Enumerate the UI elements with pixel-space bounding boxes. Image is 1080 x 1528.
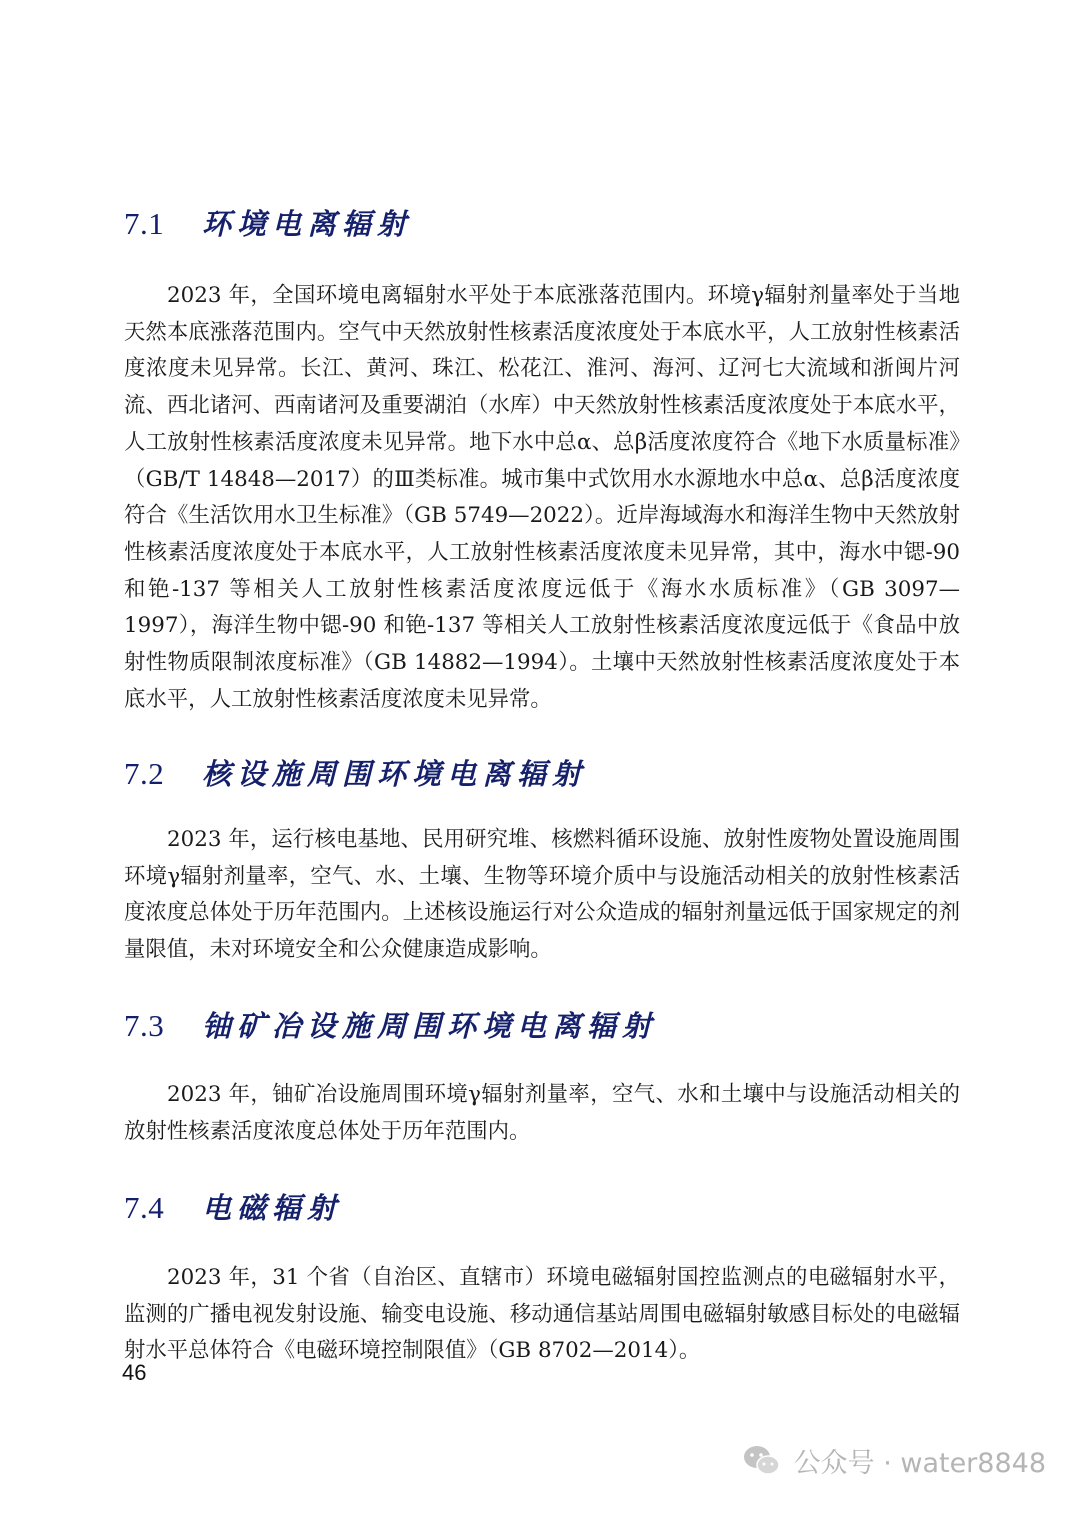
section-title: 环境电离辐射 [202, 207, 413, 241]
section-number: 7.1 [124, 206, 165, 241]
section-heading-7-2 [124, 752, 587, 793]
watermark-text: 公众号 · water8848 [793, 1448, 1046, 1479]
page-number: 46 [122, 1360, 147, 1385]
section-paragraph-7-4: 2023 年，31 个省（自治区、直辖市）环境电磁辐射国控监测点的电磁辐射水平，监测的广播电视发射设施、输变电设施、移动通信基站周围电磁辐射敏感目标处的电磁辐射水平总体符合《电磁环境控制限值》（GB 8702—2014）。 [124, 1265, 960, 1364]
section-number: 7.2 [124, 756, 165, 791]
wechat-icon [742, 1444, 782, 1478]
section-number: 7.3 [124, 1008, 165, 1043]
section-title: 核设施周围环境电离辐射 [202, 757, 588, 791]
section-paragraph-7-1: 2023 年，全国环境电离辐射水平处于本底涨落范围内。环境γ辐射剂量率处于当地天然本底涨落范围内。空气中天然放射性核素活度浓度处于本底水平，人工放射性核素活度浓度未见异常。长江、黄河、珠江、松花江、淮河、海河、辽河七大流域和浙闽片河流、西北诸河、西南诸河及重要湖泊（水库）中天然放射性核素活度浓度处于本底水平，人工放射性核素活度浓度未见异常。地下水中总α、总β活度浓度符合《地下水质量标准》（GB/T 14848—2017）的Ⅲ类标准。城市集中式饮用水水源地水中总α、总β活度浓度符合《生活饮用水卫生标准》（GB 5749—2022）。近岸海域海水和海洋生物中天然放射性核素活度浓度处于本底水平，人工放射性核素活度浓度未见异常，其中，海水中锶-90 和铯-137 等相关人工放射性核素活度浓度远低于《海水水质标准》（GB 3097—1997），海洋生物中锶-90 和铯-137 等相关人工放射性核素活度浓度远低于《食品中放射性物质限制浓度标准》（GB 14882—1994）。土壤中天然放射性核素活度浓度处于本底水平，人工放射性核素活度浓度未见异常。 [124, 283, 960, 712]
section-paragraph-7-2: 2023 年，运行核电基地、民用研究堆、核燃料循环设施、放射性废物处置设施周围环境γ辐射剂量率，空气、水、土壤、生物等环境介质中与设施活动相关的放射性核素活度浓度总体处于历年范围内。上述核设施运行对公众造成的辐射剂量远低于国家规定的剂量限值，未对环境安全和公众健康造成影响。 [124, 827, 960, 963]
section-heading-7-1 [124, 202, 412, 243]
section-number: 7.4 [124, 1190, 165, 1225]
section-title: 铀矿冶设施周围环境电离辐射 [202, 1009, 658, 1043]
section-title: 电磁辐射 [202, 1191, 343, 1225]
section-heading-7-3 [124, 1004, 657, 1045]
watermark [742, 1441, 1046, 1480]
section-heading-7-4 [124, 1186, 342, 1227]
section-paragraph-7-3: 2023 年，铀矿冶设施周围环境γ辐射剂量率，空气、水和土壤中与设施活动相关的放射性核素活度浓度总体处于历年范围内。 [124, 1082, 960, 1144]
